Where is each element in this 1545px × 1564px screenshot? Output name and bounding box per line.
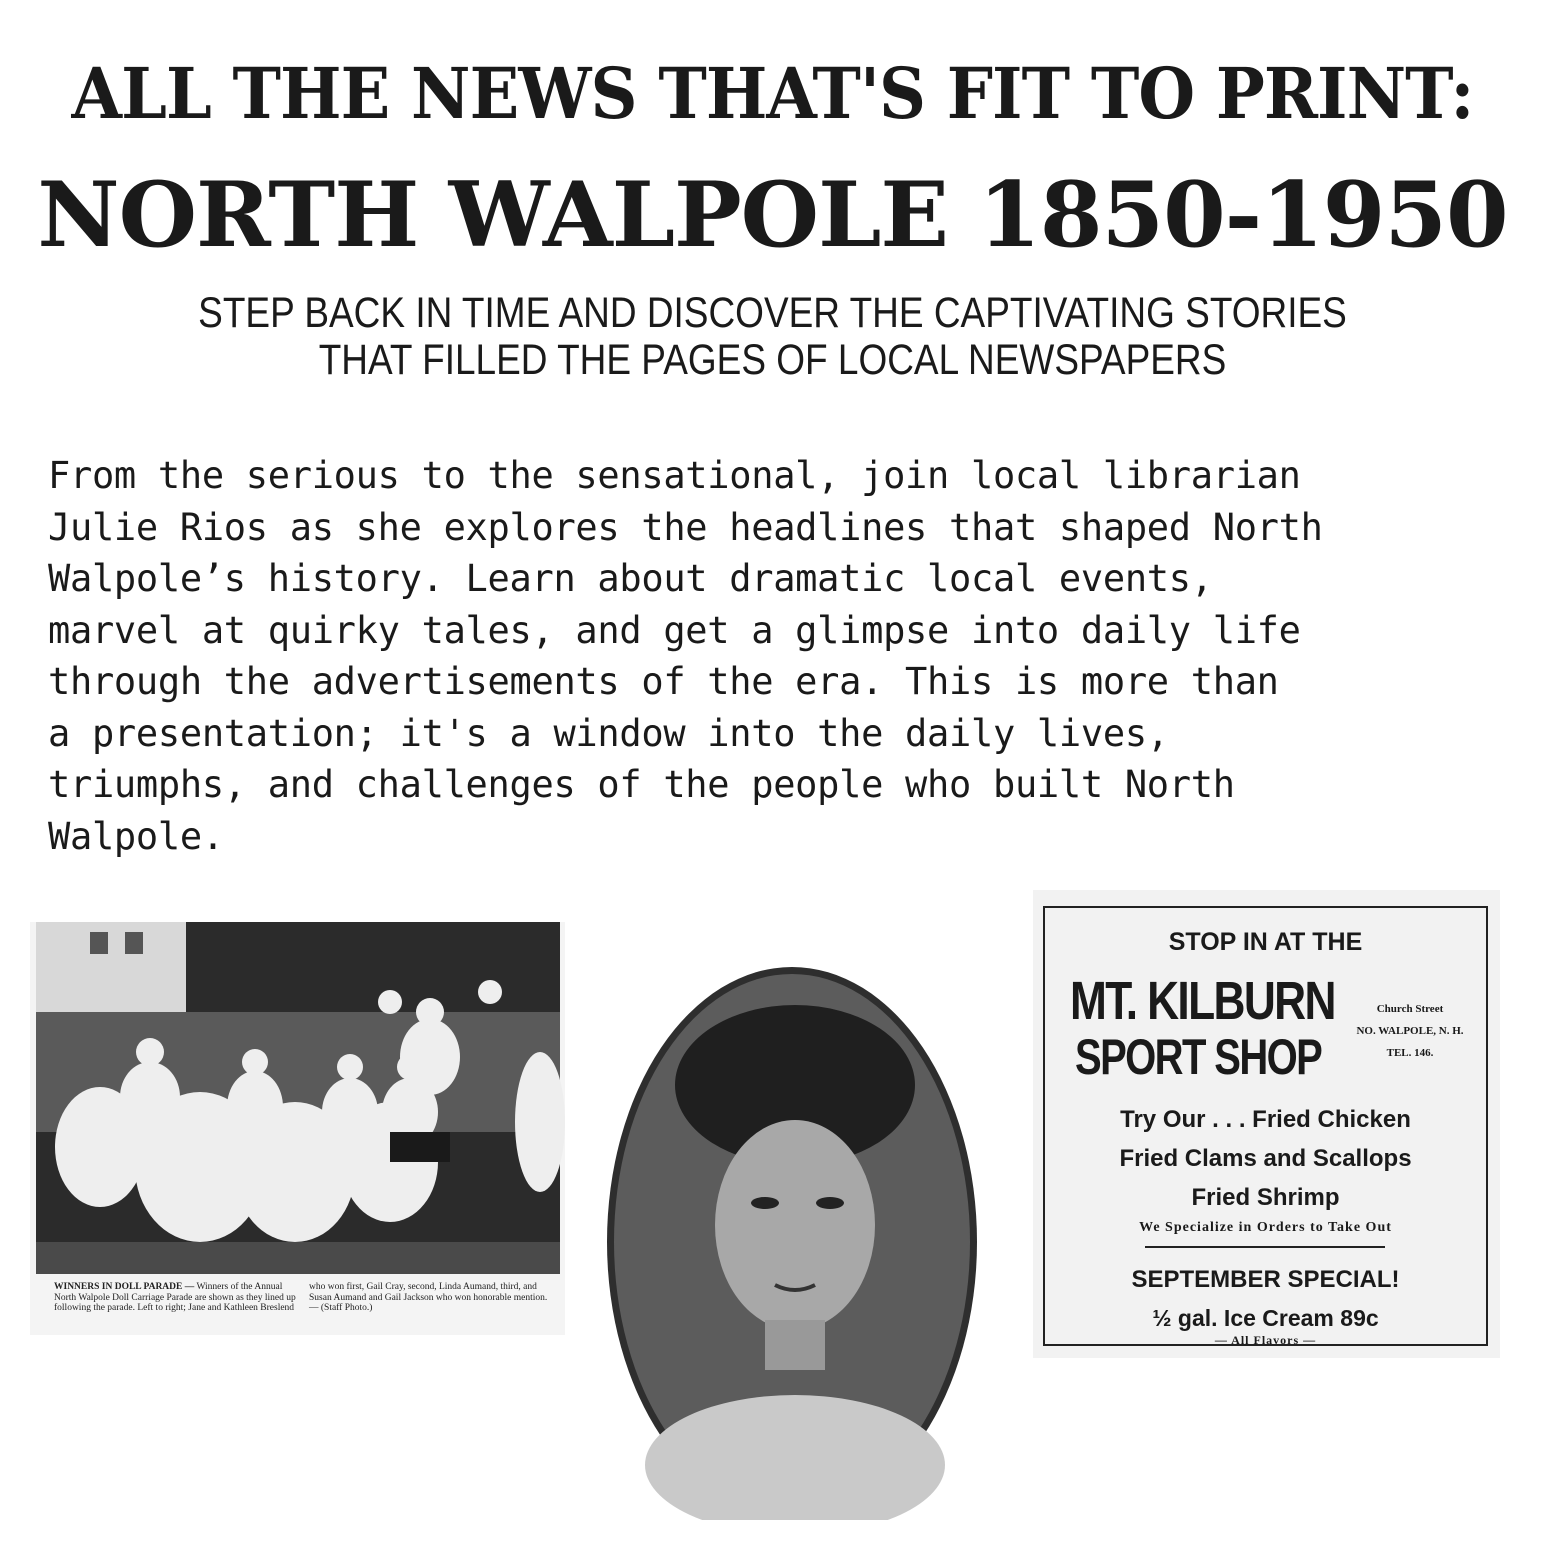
description-line: marvel at quirky tales, and get a glimpse into daily life bbox=[48, 608, 1301, 652]
doll-parade-photo bbox=[30, 922, 565, 1335]
ad-divider bbox=[1145, 1246, 1385, 1248]
headline-line2: NORTH WALPOLE 1850-1950 bbox=[37, 162, 1508, 268]
ad-address-street: Church Street bbox=[1376, 1003, 1444, 1015]
ad-border bbox=[1043, 906, 1488, 1346]
ad-menu-line3: Fried Shrimp bbox=[1191, 1184, 1340, 1211]
description-line: triumphs, and challenges of the people who built North bbox=[48, 763, 1235, 806]
photo-caption-text: Winners of the Annual North Walpole Doll Carriage Parade are shown as they lined up following the parade. Left to right; Jane and Kathleen Breslend who won first, Gail Cray, second, Linda Aumand, third, and Susan Aumand and Gail Jackson who won honorable mention. — (Staff Photo.) bbox=[54, 1282, 548, 1313]
description bbox=[48, 450, 1498, 862]
ad-menu-line1: Try Our . . . Fried Chicken bbox=[1120, 1106, 1411, 1133]
description-line: Walpole’s history. Learn about dramatic local events, bbox=[48, 557, 1213, 600]
ad-address bbox=[1330, 998, 1490, 1064]
description-line: Julie Rios as she explores the headlines that shaped North bbox=[48, 505, 1323, 549]
sport-shop-ad bbox=[1033, 890, 1500, 1358]
ad-menu-line2: Fried Clams and Scallops bbox=[1119, 1145, 1412, 1172]
description-line: Walpole. bbox=[48, 814, 224, 858]
description-line: a presentation; it's a window into the daily lives, bbox=[48, 711, 1169, 755]
ad-special: SEPTEMBER SPECIAL! bbox=[1131, 1266, 1400, 1293]
ad-shop-name-line2: SPORT SHOP bbox=[1075, 1029, 1322, 1085]
ad-takeout: We Specialize in Orders to Take Out bbox=[1139, 1220, 1392, 1235]
ad-intro: STOP IN AT THE bbox=[1168, 928, 1363, 956]
ad-shop-name-line1: MT. KILBURN bbox=[1070, 971, 1335, 1031]
oval-portrait bbox=[605, 965, 980, 1520]
photo-caption-title: WINNERS IN DOLL PARADE — bbox=[54, 1282, 195, 1292]
ad-special-item: ½ gal. Ice Cream 89c bbox=[1152, 1305, 1379, 1331]
ad-address-phone: TEL. 146. bbox=[1386, 1047, 1434, 1059]
subheadline-line1: STEP BACK IN TIME AND DISCOVER THE CAPTIVATING STORIES bbox=[198, 289, 1347, 337]
portrait-image bbox=[605, 965, 980, 1520]
subheadline-line2: THAT FILLED THE PAGES OF LOCAL NEWSPAPERS bbox=[318, 336, 1227, 384]
doll-parade-image bbox=[30, 922, 565, 1274]
headline-line1: ALL THE NEWS THAT'S FIT TO PRINT: bbox=[71, 52, 1474, 135]
subheadline bbox=[143, 290, 1403, 384]
ad-flavors: — All Flavors — bbox=[1214, 1333, 1317, 1347]
description-line: From the serious to the sensational, join local librarian bbox=[48, 454, 1301, 497]
photo-caption bbox=[54, 1282, 554, 1314]
description-line: through the advertisements of the era. This is more than bbox=[48, 660, 1279, 703]
ad-address-town: NO. WALPOLE, N. H. bbox=[1356, 1025, 1464, 1037]
